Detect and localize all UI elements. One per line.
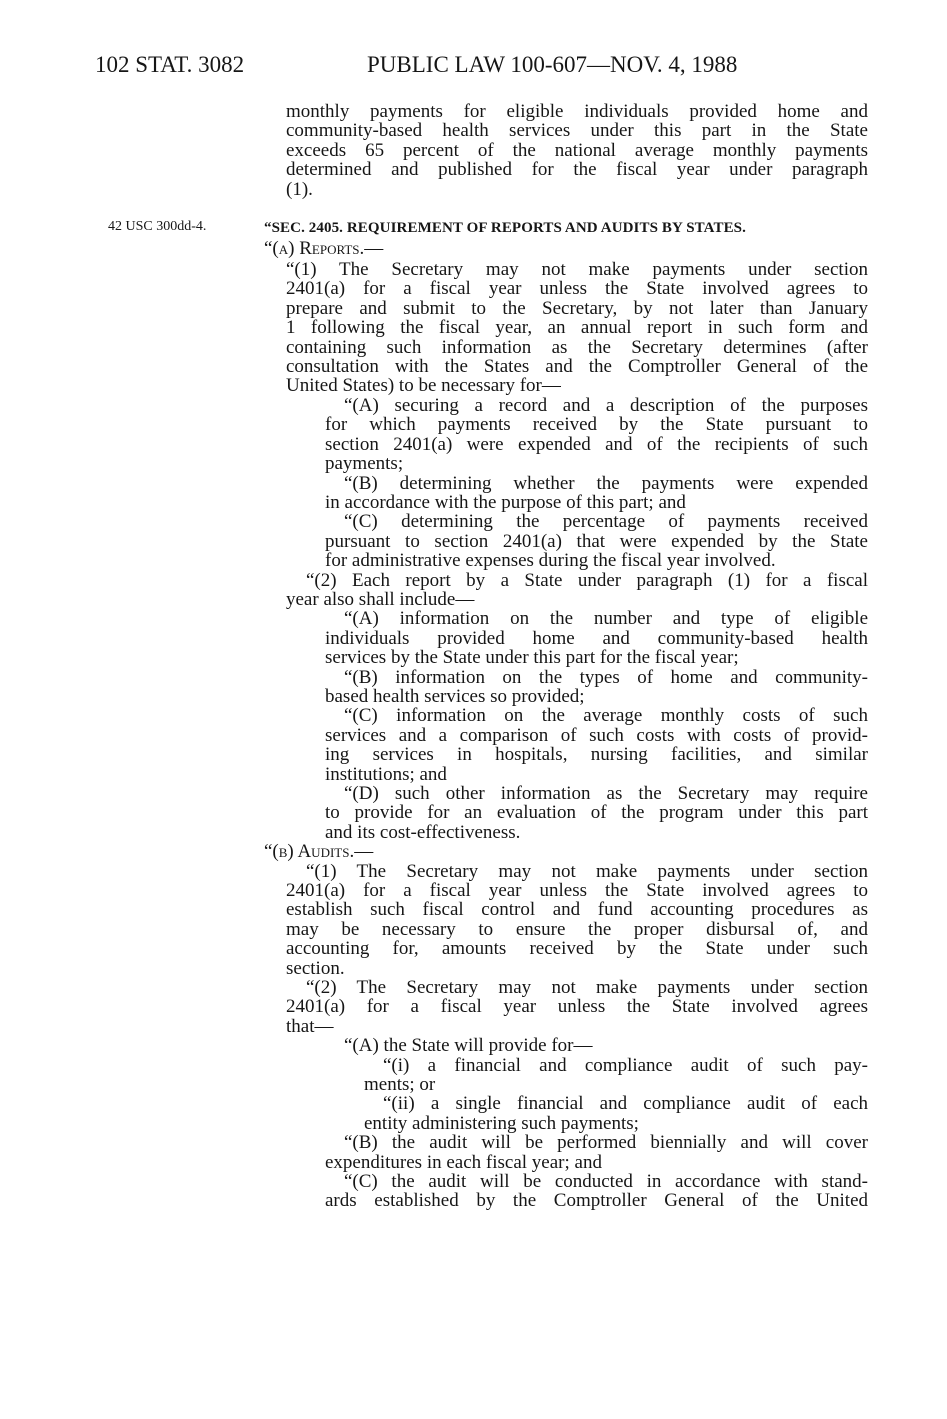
text-line: accounting for, amounts received by the State under such xyxy=(286,939,868,959)
stat-page-number: 102 STAT. 3082 xyxy=(95,52,245,77)
text-line: “(A) information on the number and type of eligible xyxy=(344,609,868,629)
text-line: “(C) information on the average monthly costs of such xyxy=(344,706,868,726)
text-line: “(ii) a single financial and compliance audit of each xyxy=(383,1094,868,1114)
text-line: establish such fiscal control and fund accounting procedures as xyxy=(286,900,868,920)
text-line: in accordance with the purpose of this part; and xyxy=(325,492,686,513)
text-line: to provide for an evaluation of the program under this part xyxy=(325,803,868,823)
page-header xyxy=(0,52,947,84)
text-line: United States) to be necessary for— xyxy=(286,375,561,397)
text-line: “(C) the audit will be conducted in accordance with stand- xyxy=(344,1172,868,1192)
text-line: for which payments received by the State pursuant to xyxy=(325,415,868,435)
text-line: entity administering such payments; xyxy=(364,1112,639,1134)
text-line: exceeds 65 percent of the national average monthly payments xyxy=(286,140,868,161)
text-line: and its cost-effectiveness. xyxy=(325,821,521,843)
text-line: determined and published for the fiscal year under paragraph xyxy=(286,160,868,180)
text-line: ing services in hospitals, nursing facilities, and similar xyxy=(325,745,868,765)
text-line: ments; or xyxy=(364,1074,436,1095)
text-line: individuals provided home and community-based health xyxy=(325,628,868,649)
section-heading: “SEC. 2405. REQUIREMENT OF REPORTS AND AUDITS BY STATES. xyxy=(264,220,746,236)
text-line: institutions; and xyxy=(325,763,447,785)
text-line: pursuant to section 2401(a) that were expended by the State xyxy=(325,531,868,552)
text-line: “(B) determining whether the payments were expended xyxy=(344,473,868,493)
margin-citation: 42 USC 300dd-4. xyxy=(108,219,207,234)
text-line: “(1) The Secretary may not make payments under section xyxy=(286,260,868,280)
text-line: section. xyxy=(286,957,345,979)
text-line: “(D) such other information as the Secretary may require xyxy=(344,784,868,804)
text-line: 2401(a) for a fiscal year unless the State involved agrees to xyxy=(286,279,868,299)
text-line: may be necessary to ensure the proper disbursal of, and xyxy=(286,919,868,940)
text-line: 2401(a) for a fiscal year unless the State involved agrees to xyxy=(286,881,868,901)
subsection-heading: “(b) Audits.— xyxy=(264,841,374,863)
text-line: “(1) The Secretary may not make payments under section xyxy=(306,861,868,881)
text-line: services and a comparison of such costs with costs of provid- xyxy=(325,725,868,746)
text-line: containing such information as the Secretary determines (after xyxy=(286,337,868,357)
text-line: “(A) securing a record and a description of the purposes xyxy=(344,396,868,416)
text-line: “(C) determining the percentage of payments received xyxy=(344,512,868,532)
text-line: consultation with the States and the Comptroller General of the xyxy=(286,357,868,377)
text-line: payments; xyxy=(325,453,404,475)
subsection-heading: “(a) Reports.— xyxy=(264,238,384,259)
text-line: 2401(a) for a fiscal year unless the State involved agrees xyxy=(286,997,868,1017)
text-line: based health services so provided; xyxy=(325,686,585,707)
text-line: “(2) The Secretary may not make payments under section xyxy=(306,978,868,998)
text-line: prepare and submit to the Secretary, by not later than January xyxy=(286,298,868,319)
text-line: “(B) information on the types of home and community- xyxy=(344,667,868,687)
text-line: for administrative expenses during the fiscal year involved. xyxy=(325,550,776,572)
text-line: expenditures in each fiscal year; and xyxy=(325,1151,602,1173)
text-line: ards established by the Comptroller General of the United xyxy=(325,1191,868,1211)
text-line: monthly payments for eligible individuals provided home and xyxy=(286,102,868,122)
text-line: that— xyxy=(286,1015,334,1037)
law-title: PUBLIC LAW 100-607—NOV. 4, 1988 xyxy=(367,52,738,77)
text-line: section 2401(a) were expended and of the recipients of such xyxy=(325,434,868,455)
text-line: 1 following the fiscal year, an annual report in such form and xyxy=(286,318,868,338)
text-line: year also shall include— xyxy=(286,589,475,610)
text-line: “(i) a financial and compliance audit of such pay- xyxy=(383,1055,868,1075)
text-line: “(A) the State will provide for— xyxy=(344,1035,593,1057)
text-line: (1). xyxy=(286,178,313,200)
text-line: community-based health services under this part in the State xyxy=(286,121,868,141)
text-line: “(2) Each report by a State under paragraph (1) for a fiscal xyxy=(306,570,868,590)
text-line: “(B) the audit will be performed biennially and will cover xyxy=(344,1133,868,1153)
text-line: services by the State under this part for the fiscal year; xyxy=(325,647,739,669)
